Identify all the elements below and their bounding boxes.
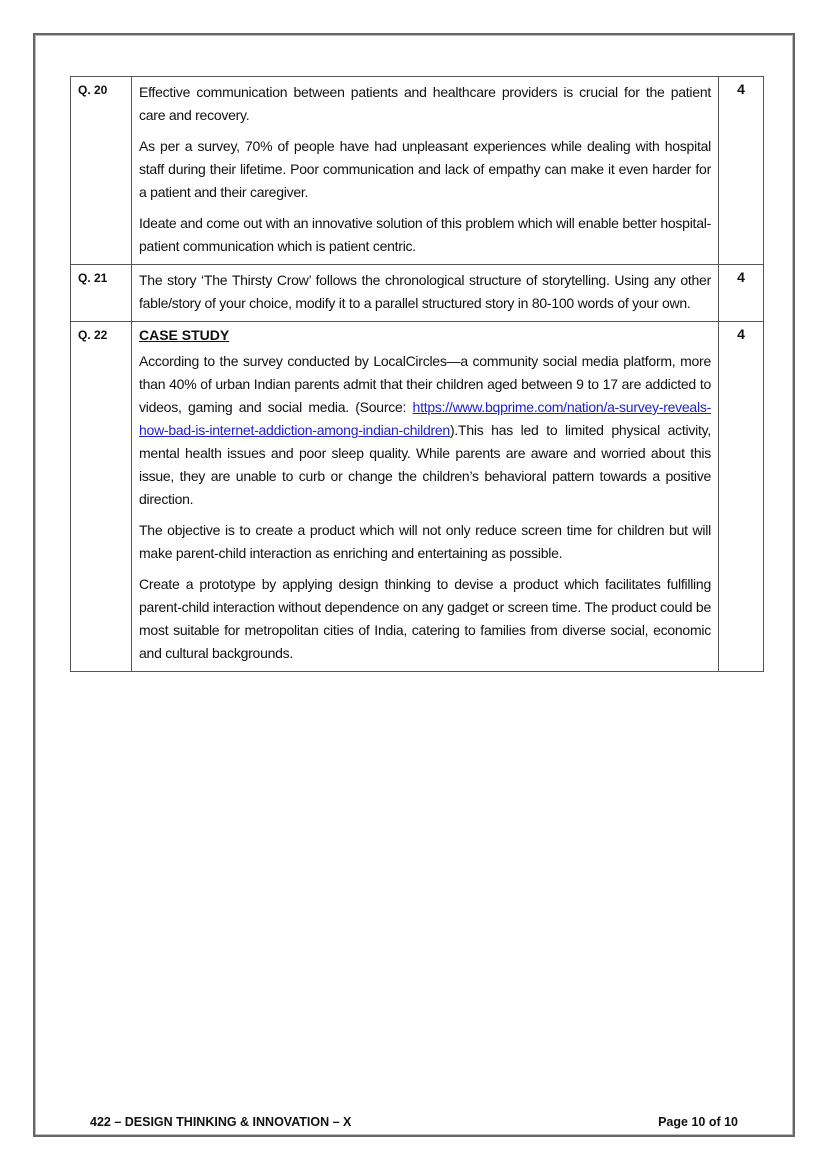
paragraph: Ideate and come out with an innovative solution of this problem which will enable better hospital-patient communication which is patient centric. xyxy=(139,215,711,254)
question-marks: 4 xyxy=(719,322,764,672)
question-body xyxy=(132,265,719,322)
question-row-21 xyxy=(71,265,764,322)
footer-page-number: Page 10 of 10 xyxy=(658,1115,738,1129)
footer-subject: 422 – DESIGN THINKING & INNOVATION – X xyxy=(90,1115,352,1129)
question-marks: 4 xyxy=(719,265,764,322)
paragraph-text: According to the survey conducted by LocalCircles—a community social media platform, more than 40% of urban Indian parents admit that their children aged between 9 to 17 are addicted to videos, gaming and social media. (Source: xyxy=(139,353,711,415)
paragraph-text: ).This has led to limited physical activity, mental health issues and poor sleep quality. While parents are aware and worried about this issue, they are unable to curb or change the children’s behavioral pattern towards a positive direction. xyxy=(139,422,711,507)
question-body xyxy=(132,322,719,672)
case-study-title: CASE STUDY xyxy=(139,327,230,343)
paragraph: The objective is to create a product which will not only reduce screen time for children but will make parent-child interaction as enriching and entertaining as possible. xyxy=(139,522,711,561)
paragraph: The story ‘The Thirsty Crow’ follows the chronological structure of storytelling. Using any other fable/story of your choice, modify it to a parallel structured story in 80-100 words of your own. xyxy=(139,272,711,311)
question-marks: 4 xyxy=(719,77,764,265)
source-link[interactable]: https://www.bqprime.com/nation/a-survey-reveals-how-bad-is-internet-addiction-among-indian-children xyxy=(139,399,711,438)
paragraph: As per a survey, 70% of people have had unpleasant experiences while dealing with hospital staff during their lifetime. Poor communication and lack of empathy can make it even harder for a patient and their caregiver. xyxy=(139,138,711,200)
question-number: Q. 22 xyxy=(71,322,132,672)
questions-table xyxy=(70,76,764,672)
question-row-20 xyxy=(71,77,764,265)
question-number: Q. 21 xyxy=(71,265,132,322)
question-body xyxy=(132,77,719,265)
question-number: Q. 20 xyxy=(71,77,132,265)
question-row-22 xyxy=(71,322,764,672)
paragraph xyxy=(139,350,711,511)
paragraph: Create a prototype by applying design thinking to devise a product which facilitates fulfilling parent-child interaction without dependence on any gadget or screen time. The product could be most suitable for metropolitan cities of India, catering to families from diverse social, economic and cultural backgrounds. xyxy=(139,576,711,661)
paragraph: Effective communication between patients and healthcare providers is crucial for the patient care and recovery. xyxy=(139,84,711,123)
